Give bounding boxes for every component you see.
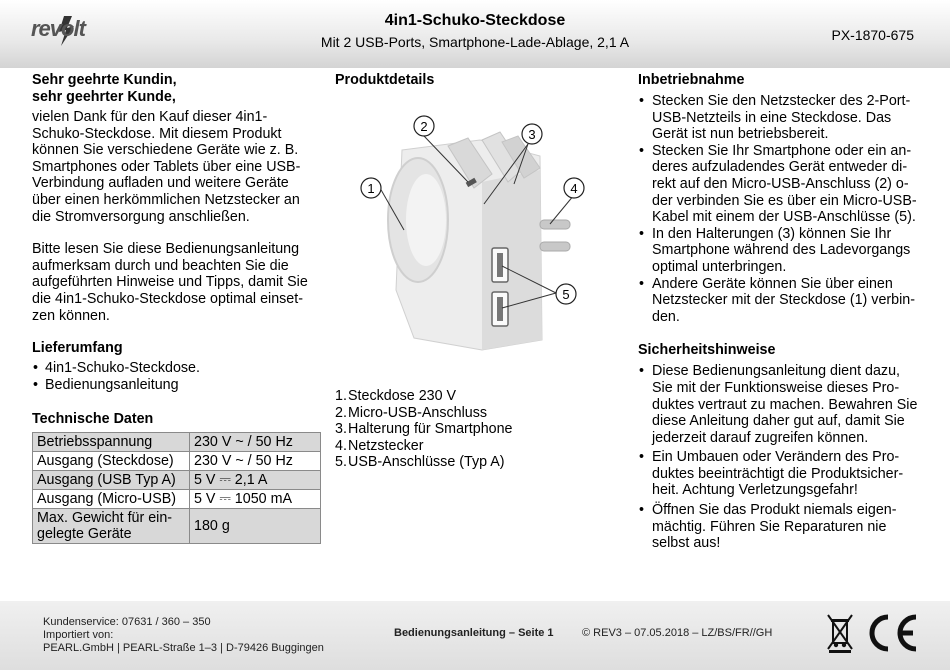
label-line: gelegte Geräte [37,526,132,543]
text-line: Öffnen Sie das Produkt niemals eigen- [652,502,897,519]
setup-heading: Inbetriebnahme [638,72,745,88]
weee-crossed-bin-icon [826,613,854,653]
table-cell-value: 230 V ~ / 50 Hz [190,433,321,452]
svg-text:5: 5 [562,287,570,302]
revision-label: © REV3 – 07.05.2018 – LZ/BS/FR//GH [582,627,773,639]
setup-list [638,93,923,325]
list-item: • 4in1-Schuko-Steckdose. [32,360,317,377]
list-number: 1. [335,388,347,404]
list-item [638,143,923,226]
table-cell-value: 5 V ⎓ 1050 mA [190,490,321,509]
text-line: Gerät ist nun betriebsbereit. [652,126,829,143]
item-number: PX-1870-675 [831,27,914,43]
list-item [335,454,615,471]
table-cell-value: 5 V ⎓ 2,1 A [190,471,321,490]
text-line: vielen Dank für den Kauf dieser 4in1- [32,109,268,125]
column-instructions [638,70,923,552]
text-line: Kabel mit einem der USB-Anschlüsse (5). [652,209,916,226]
list-item [638,226,923,276]
list-item [638,449,923,499]
text-line: optimal unterbringen. [652,258,787,275]
list-text: Steckdose 230 V [348,388,457,404]
text-line: In den Halterungen (3) können Sie Ihr [652,225,892,242]
table-row [33,471,321,490]
column-intro [32,70,317,544]
safety-list [638,363,923,552]
text-line: selbst aus! [652,535,721,552]
table-row [33,433,321,452]
intro-paragraph [32,109,317,225]
text-line: Andere Geräte können Sie über einen [652,275,893,292]
text-line: die Stromversorgung anschließen. [32,208,250,225]
table-cell-label: Ausgang (Micro-USB) [33,490,190,509]
tech-heading: Technische Daten [32,411,154,428]
list-text: Netzstecker [348,437,424,454]
text-line: Bitte lesen Sie diese Bedienungsanleitung [32,241,300,258]
text-line: duktes beeinträchtigt die Produktsicher- [652,465,904,482]
svg-text:1: 1 [367,181,375,196]
list-number: 3. [335,421,347,438]
list-item [335,421,615,438]
text-line: Smartphones oder Tablets über eine USB- [32,158,301,175]
table-row [33,452,321,471]
list-number: 5. [335,454,347,471]
text-line: Sie mit der Funktionsweise dieses Pro- [652,379,900,396]
manual-page-label: Bedienungsanleitung – Seite 1 [394,627,554,639]
scope-heading: Lieferumfang [32,340,123,357]
document-subtitle: Mit 2 USB-Ports, Smartphone-Lade-Ablage, 2,1 A [320,34,630,50]
table-cell-label: Betriebsspannung [33,433,190,452]
text-line: die 4in1-Schuko-Steckdose optimal einset- [32,290,303,307]
product-illustration [352,112,592,352]
list-item [335,388,615,405]
text-line: deres aufzuladendes Gerät entweder di- [652,159,908,176]
list-number: 4. [335,437,347,454]
list-item [638,363,923,446]
text-line: Netzstecker mit der Steckdose (1) verbin- [652,292,915,309]
callout-2 [414,116,434,136]
list-item [335,405,615,422]
text-line: Stecken Sie Ihr Smartphone oder ein an- [652,142,912,159]
svg-text:2: 2 [420,119,428,134]
text-line: diese Anleitung daher gut auf, damit Sie [652,413,905,430]
ce-mark-icon [861,612,919,654]
text-line: Schuko-Steckdose. Mit diesem Produkt [32,125,282,142]
text-line: USB-Netzteils in eine Steckdose. Das [652,109,892,126]
importer-label: Importiert von: [43,629,114,641]
text-line: Smartphone während des Ladevorgangs [652,242,911,259]
parts-list-block [335,388,615,471]
text-line: duktes vertraut zu machen. Bewahren Sie [652,396,918,413]
table-cell-label: Ausgang (Steckdose) [33,452,190,471]
label-line: Max. Gewicht für ein- [37,510,173,527]
document-title: 4in1-Schuko-Steckdose [384,12,566,29]
safety-heading: Sicherheitshinweise [638,342,776,359]
table-cell-value: 180 g [190,509,321,544]
list-item [638,276,923,326]
greeting-line: sehr geehrter Kunde, [32,89,176,105]
svg-text:3: 3 [528,127,536,142]
list-text: Micro-USB-Anschluss [348,404,488,421]
list-item: • Bedienungsanleitung [32,377,317,394]
product-details-heading: Produktdetails [335,72,435,88]
callout-5 [556,284,576,304]
text-line: aufmerksam durch und beachten Sie die [32,257,289,274]
text-line: Diese Bedienungsanleitung dient dazu, [652,363,900,380]
text-line: rekt auf den Micro-USB-Anschluss (2) o- [652,175,909,192]
callout-1 [361,178,381,198]
table-cell-label: Ausgang (USB Typ A) [33,471,190,490]
customer-service: Kundenservice: 07631 / 360 – 350 [43,616,211,628]
table-row [33,490,321,509]
list-item [638,502,923,552]
list-text: Halterung für Smartphone [348,421,513,438]
text-line: Stecken Sie den Netzstecker des 2-Port- [652,93,911,109]
scope-list [32,360,317,393]
greeting [32,72,317,106]
svg-text:4: 4 [570,181,578,196]
tech-data-table [32,432,321,544]
greeting-line: Sehr geehrte Kundin, [32,72,177,88]
text-line: über einen herkömmlichen Netzstecker an [32,191,300,208]
text-line: Ein Umbauen oder Verändern des Pro- [652,449,900,466]
list-item [335,438,615,455]
text-line: mächtig. Führen Sie Reparaturen nie [652,518,887,535]
list-item [638,93,923,143]
text-line: Verbindung aufladen und weitere Geräte [32,175,289,192]
parts-list [335,388,615,471]
text-line: zen können. [32,307,110,324]
column-product [335,70,615,89]
text-line: der verbinden Sie es über ein Micro-USB- [652,192,917,209]
text-line: können Sie verschiedene Geräte wie z. B. [32,142,299,159]
read-instructions-paragraph [32,241,317,324]
list-number: 2. [335,404,347,421]
footer-contact [43,616,324,655]
text-line: den. [652,308,680,325]
table-cell-value: 230 V ~ / 50 Hz [190,452,321,471]
callout-3 [522,124,542,144]
importer-address: PEARL.GmbH | PEARL-Straße 1–3 | D-79426 Buggingen [43,642,324,654]
text-line: jederzeit darauf zugreifen können. [652,429,869,446]
text-line: aufgeführten Hinweise und Tipps, damit Sie [32,274,308,291]
list-text: USB-Anschlüsse (Typ A) [348,454,505,471]
table-cell-label [33,509,190,544]
callout-4 [564,178,584,198]
text-line: heit. Achtung Verletzungsgefahr! [652,482,858,499]
table-row [33,509,321,544]
brand-name: revolt [31,16,85,41]
